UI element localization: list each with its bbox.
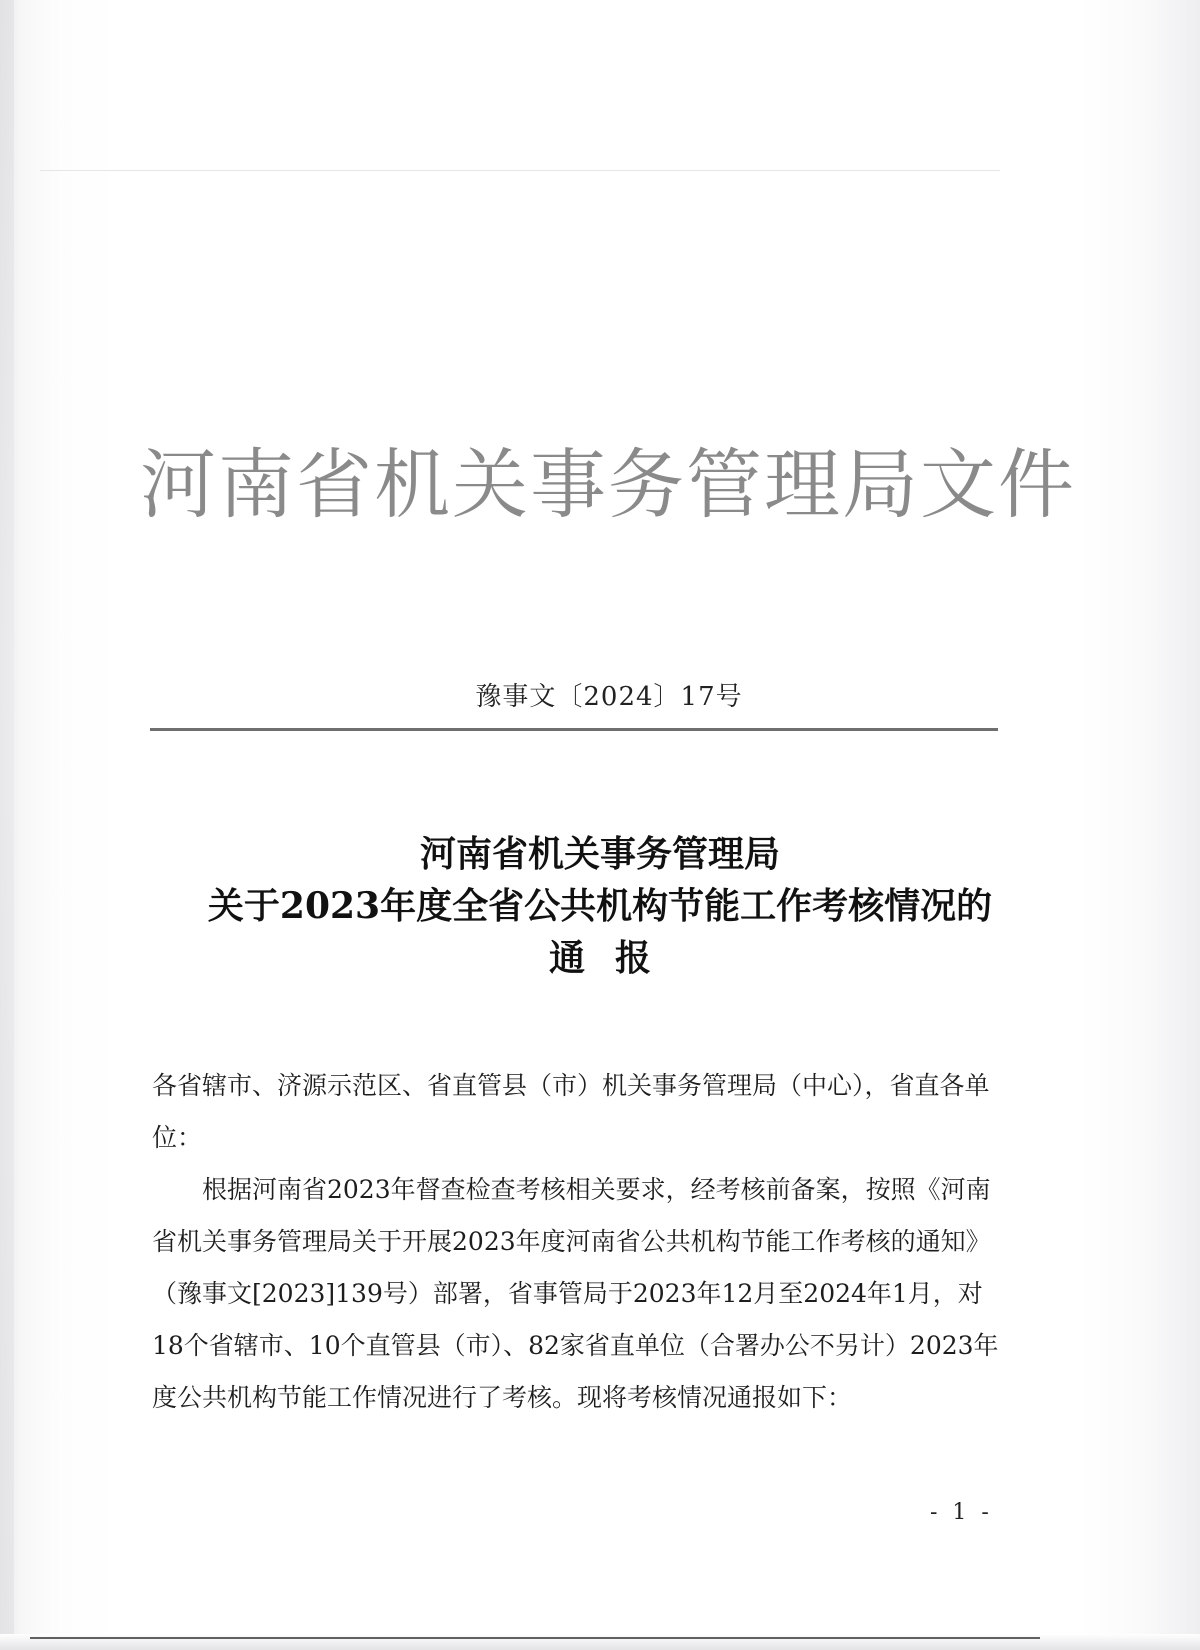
document-number-text: 豫事文〔2024〕17号 <box>475 682 743 712</box>
document-header-title: 河南省机关事务管理局文件 <box>140 440 1076 529</box>
document-body <box>152 1060 1002 1424</box>
title-line-2: 关于2023年度全省公共机构节能工作考核情况的 <box>207 885 993 927</box>
scan-bottom-line <box>30 1637 1040 1639</box>
addressee-line: 各省辖市、济源示范区、省直管县（市）机关事务管理局（中心），省直各单位： <box>152 1071 990 1152</box>
header-separator-line <box>150 728 998 731</box>
title-line-3: 通报 <box>548 937 681 979</box>
title-line-1: 河南省机关事务管理局 <box>419 833 780 875</box>
scan-edge-shadow <box>0 0 14 1650</box>
scan-artifact-line <box>40 170 1000 171</box>
body-paragraph: 根据河南省2023年督查检查考核相关要求，经考核前备案，按照《河南省机关事务管理局关于开展2023年度河南省公共机构节能工作考核的通知》（豫事文[2023]139号）部署，省事管局于2023年12月至2024年1月，对18个省辖市、10个直管县（市）、82家省直单位（合署办公不另计）2023年度公共机构节能工作情况进行了考核。现将考核情况通报如下： <box>152 1175 999 1412</box>
document-number <box>0 680 1200 714</box>
document-title <box>0 828 1200 984</box>
page-number: - 1 - <box>930 1500 993 1525</box>
